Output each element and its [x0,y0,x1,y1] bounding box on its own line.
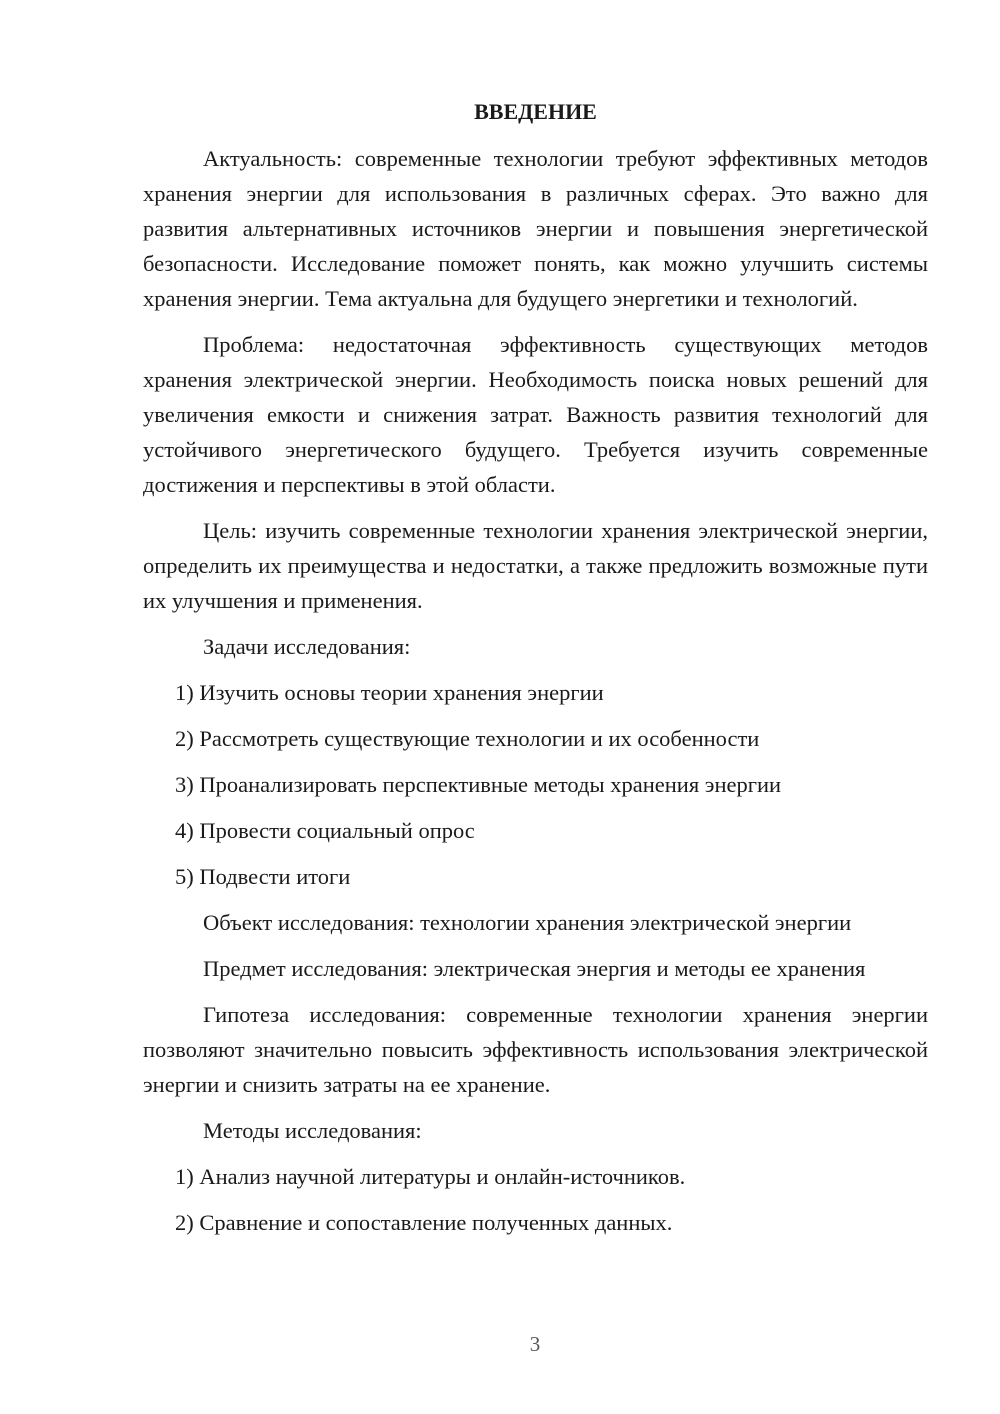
method-item: 2) Сравнение и сопоставление полученных данных. [175,1210,673,1235]
goal-paragraph: Цель: изучить современные технологии хранения электрической энергии, определить их преимущества и недостатки, а также предложить возможные пути их улучшения и применения. [143,518,928,613]
page-number: 3 [529,1332,541,1356]
relevance-paragraph: Актуальность: современные технологии требуют эффективных методов хранения энергии для использования в различных сферах. Это важно для развития альтернативных источников энергии и повышения энергетической безопасности. Исследование поможет понять, как можно улучшить системы хранения энергии. Тема актуальна для будущего энергетики и технологий. [143,146,928,311]
task-item: 3) Проанализировать перспективные методы хранения энергии [175,772,782,797]
object-paragraph: Объект исследования: технологии хранения электрической энергии [203,910,852,935]
task-item: 1) Изучить основы теории хранения энергии [175,680,604,705]
methods-heading: Методы исследования: [203,1118,422,1143]
tasks-heading: Задачи исследования: [203,634,411,659]
subject-paragraph: Предмет исследования: электрическая энергия и методы ее хранения [203,956,866,981]
task-item: 2) Рассмотреть существующие технологии и их особенности [175,726,760,751]
section-title: ВВЕДЕНИЕ [474,99,597,124]
task-item: 5) Подвести итоги [175,864,351,889]
document-page [143,94,928,1251]
method-item: 1) Анализ научной литературы и онлайн-источников. [175,1164,686,1189]
hypothesis-paragraph: Гипотеза исследования: современные технологии хранения энергии позволяют значительно повысить эффективность использования электрической энергии и снизить затраты на ее хранение. [143,1002,928,1097]
problem-paragraph: Проблема: недостаточная эффективность существующих методов хранения электрической энергии. Необходимость поиска новых решений для увеличения емкости и снижения затрат. Важность развития технологий для устойчивого энергетического будущего. Требуется изучить современные достижения и перспективы в этой области. [143,332,928,497]
task-item: 4) Провести социальный опрос [175,818,475,843]
